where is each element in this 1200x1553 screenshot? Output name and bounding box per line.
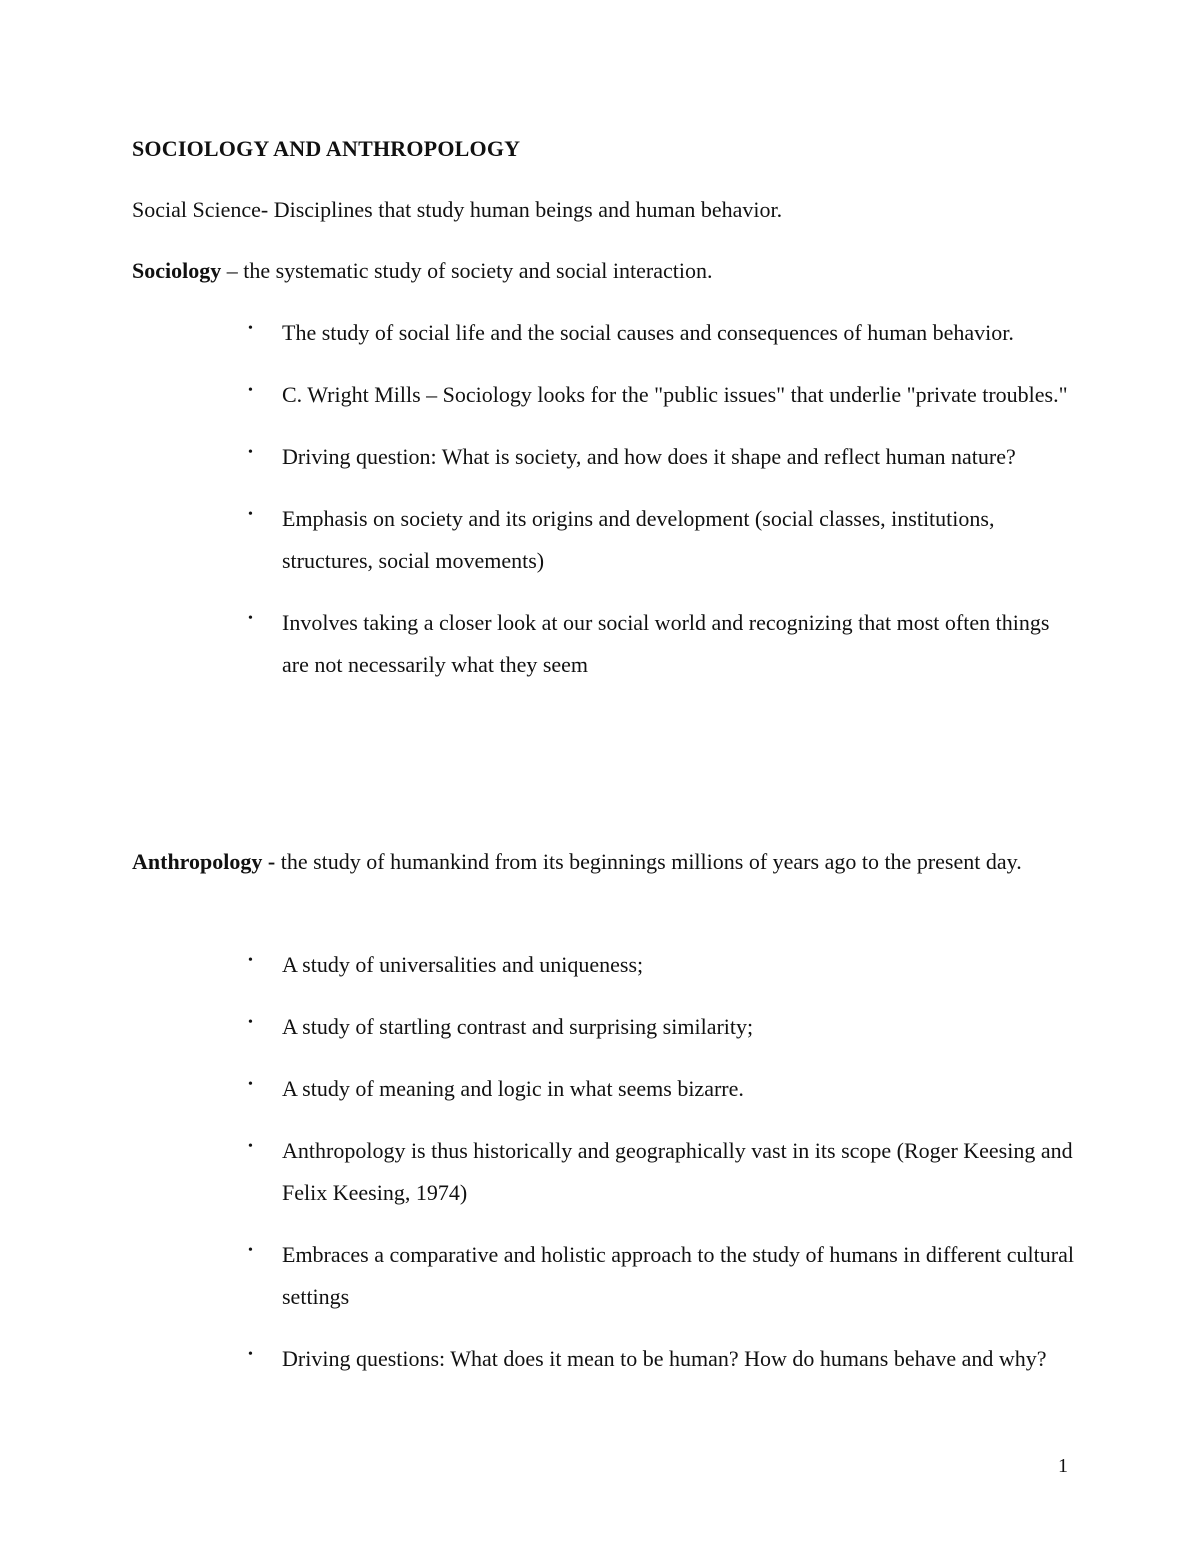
bullet-text: Anthropology is thus historically and geographically vast in its scope (Roger Keesing and Felix Keesing, 1974) <box>282 1138 1073 1205</box>
bullet-icon: • <box>248 953 253 968</box>
bullet-text: Involves taking a closer look at our social world and recognizing that most often things are not necessarily what they seem <box>282 610 1050 677</box>
sociology-bullet-list <box>248 312 1078 706</box>
list-item <box>248 436 1078 478</box>
bullet-text: A study of universalities and uniqueness; <box>282 952 644 977</box>
list-item <box>248 944 1078 986</box>
sociology-term: Sociology <box>132 258 222 283</box>
bullet-text: The study of social life and the social causes and consequences of human behavior. <box>282 320 1014 345</box>
bullet-text: A study of meaning and logic in what seems bizarre. <box>282 1076 744 1101</box>
bullet-text: Embraces a comparative and holistic approach to the study of humans in different cultural settings <box>282 1242 1074 1309</box>
list-item <box>248 1130 1078 1214</box>
bullet-icon: • <box>248 1077 253 1092</box>
sociology-definition-text: – the systematic study of society and social interaction. <box>221 258 713 283</box>
social-science-text: Social Science- Disciplines that study human beings and human behavior. <box>132 197 783 222</box>
page-number: 1 <box>1058 1455 1068 1477</box>
bullet-icon: • <box>248 445 253 460</box>
list-item <box>248 1006 1078 1048</box>
bullet-icon: • <box>248 1015 253 1030</box>
list-item <box>248 374 1078 416</box>
bullet-icon: • <box>248 507 253 522</box>
bullet-icon: • <box>248 383 253 398</box>
list-item <box>248 1068 1078 1110</box>
bullet-text: A study of startling contrast and surprising similarity; <box>282 1014 754 1039</box>
bullet-text: C. Wright Mills – Sociology looks for the "public issues" that underlie "private troubles." <box>282 382 1068 407</box>
bullet-text: Driving questions: What does it mean to be human? How do humans behave and why? <box>282 1346 1047 1371</box>
anthropology-definition <box>132 841 1072 883</box>
bullet-icon: • <box>248 1347 253 1362</box>
document-title: SOCIOLOGY AND ANTHROPOLOGY <box>132 136 521 161</box>
list-item <box>248 1234 1078 1318</box>
list-item <box>248 602 1078 686</box>
list-item <box>248 498 1078 582</box>
social-science-paragraph <box>132 189 782 231</box>
list-item <box>248 1338 1078 1380</box>
bullet-icon: • <box>248 611 253 626</box>
bullet-icon: • <box>248 321 253 336</box>
list-item <box>248 312 1078 354</box>
bullet-text: Emphasis on society and its origins and development (social classes, institutions, structures, social movements) <box>282 506 995 573</box>
anthropology-term: Anthropology - <box>132 849 276 874</box>
anthropology-bullet-list <box>248 944 1078 1400</box>
bullet-text: Driving question: What is society, and how does it shape and reflect human nature? <box>282 444 1016 469</box>
bullet-icon: • <box>248 1243 253 1258</box>
anthropology-definition-text: the study of humankind from its beginnings millions of years ago to the present day. <box>275 849 1022 874</box>
bullet-icon: • <box>248 1139 253 1154</box>
sociology-definition <box>132 250 712 292</box>
